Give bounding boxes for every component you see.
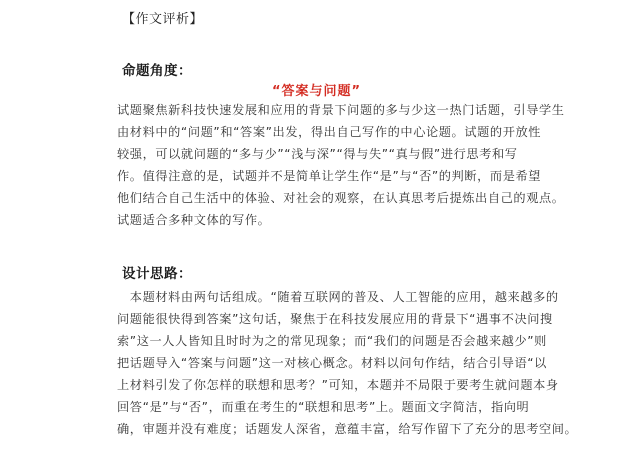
paragraph-line: 作。值得注意的是，试题并不是简单让学生作“是”与“否”的判断，而是希望 xyxy=(117,169,542,183)
paragraph-line: 问题能很快得到答案”这句话，聚焦于在科技发展应用的背景下“遇事不决问搜 xyxy=(117,312,553,326)
heading-design-idea: 设计思路： xyxy=(122,266,192,282)
paragraph-line: 试题聚焦新科技快速发展和应用的背景下问题的多与少这一热门话题，引导学生 xyxy=(117,103,565,117)
paragraph-line: 他们结合自己生活中的体验、对社会的观察，在认真思考后提炼出自己的观点。 xyxy=(117,191,565,205)
paragraph-line: 本题材料由两句话组成。“随着互联网的普及、人工智能的应用，越来越多的 xyxy=(117,290,559,304)
paragraph-line: 回答“是”与“否”，而重在考生的“联想和思考”上。题面文字简洁，指向明 xyxy=(117,400,530,414)
paragraph-design-idea xyxy=(117,286,578,440)
paragraph-line: 把话题导入“答案与问题”这一对核心概念。材料以问句作结，结合引导语“以 xyxy=(117,356,547,370)
paragraph-line: 确，审题并没有难度；话题发人深省，意蕴丰富，给写作留下了充分的思考空间。 xyxy=(117,422,578,436)
paragraph-line: 试题适合多种文体的写作。 xyxy=(117,213,271,227)
heading-proposition-angle: 命题角度： xyxy=(122,63,192,79)
paragraph-line: 索”这一人人皆知且时时为之的常见现象；而“我们的问题是否会越来越少”则 xyxy=(117,334,547,348)
paragraph-line: 较强，可以就问题的“多与少”“浅与深”“得与失”“真与假”进行思考和写 xyxy=(117,147,518,161)
essay-topic-title: “答案与问题” xyxy=(272,84,362,99)
paragraph-line: 上材料引发了你怎样的联想和思考？”可知，本题并不局限于要考生就问题本身 xyxy=(117,378,559,392)
paragraph-line: 由材料中的“问题”和“答案”出发，得出自己写作的中心论题。试题的开放性 xyxy=(117,125,542,139)
paragraph-proposition-angle xyxy=(117,99,565,231)
section-label: 【作文评析】 xyxy=(122,12,204,27)
